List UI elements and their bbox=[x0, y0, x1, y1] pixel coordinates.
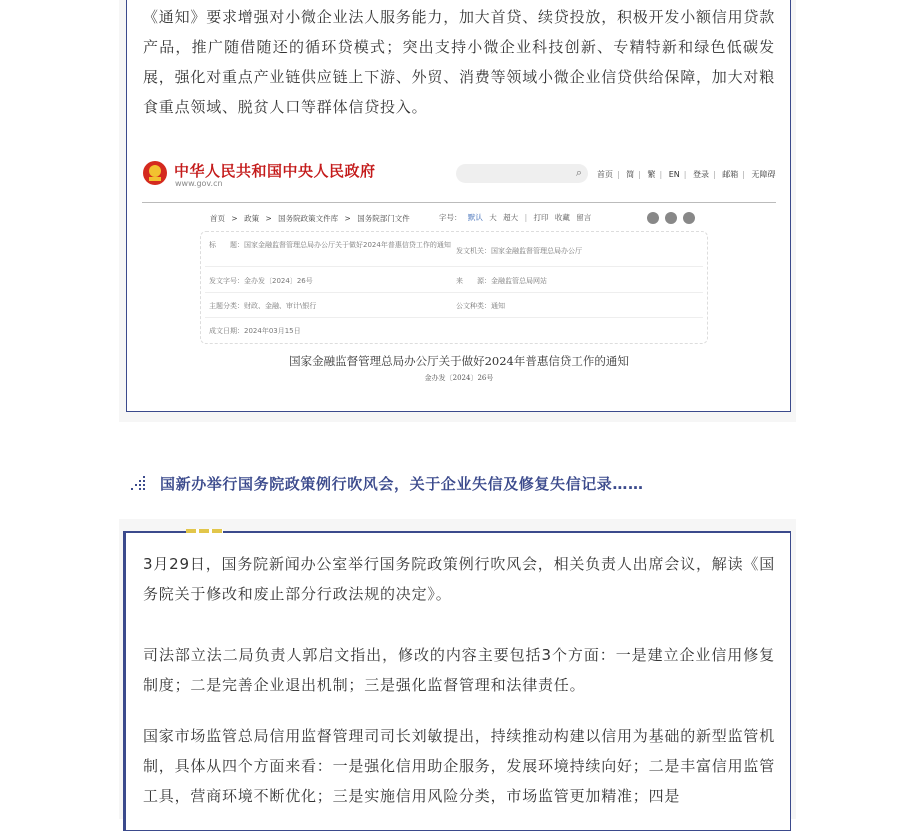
font-large[interactable]: 大 bbox=[489, 213, 497, 222]
dots-icon bbox=[131, 476, 147, 492]
page-tools bbox=[439, 212, 595, 223]
document-number: 金办发〔2024〕26号 bbox=[424, 374, 494, 382]
row-divider bbox=[205, 266, 703, 267]
print-button[interactable]: 打印 bbox=[533, 213, 549, 222]
paragraph-notice: 《通知》要求增强对小微企业法人服务能力，加大首贷、续贷投放，积极开发小额信用贷款产品，推广随借随还的循环贷模式；突出支持小微企业科技创新、专精特新和绿色低碳发展，强化对重点产业链供应链上下游、外贸、消费等领域小微企业信贷供给保障，加大对粮食重点领域、脱贫人口等群体信贷投入。 bbox=[143, 8, 776, 116]
paragraph-samr: 国家市场监管总局信用监督管理司司长刘敏提出，持续推动构建以信用为基础的新型监管机制，具体从四个方面来看：一是强化信用助企服务，发展环境持续向好；二是丰富信用监管工具，营商环境不断优化；三是实施信用风险分类，市场监管更加精准；四是 bbox=[143, 727, 776, 805]
comment-button[interactable]: 留言 bbox=[576, 213, 592, 222]
share-icons bbox=[647, 209, 701, 228]
font-xlarge[interactable]: 超大 bbox=[503, 213, 519, 222]
crumb-dept-docs[interactable]: 国务院部门文件 bbox=[357, 214, 410, 223]
decorative-stripe bbox=[186, 529, 223, 533]
font-size-label: 字号： bbox=[439, 213, 462, 222]
row-date: 成文日期：2024年03月15日 bbox=[209, 327, 301, 335]
paragraph-sfb: 司法部立法二局负责人郭启文指出，修改的内容主要包括3个方面：一是建立企业信用修复制度；二是完善企业退出机制；三是强化监督管理和法律责任。 bbox=[143, 646, 775, 694]
row-title: 标 题：国家金融监督管理总局办公厅关于做好2024年普惠信贷工作的通知 bbox=[209, 241, 451, 249]
row-issuer: 发文机关：国家金融监督管理总局办公厅 bbox=[456, 247, 582, 255]
link-english[interactable]: EN bbox=[668, 170, 680, 179]
search-icon[interactable]: ⌕ bbox=[575, 166, 582, 179]
crumb-sep: > bbox=[231, 214, 238, 223]
star-icon[interactable] bbox=[683, 212, 695, 224]
favorite-button[interactable]: 收藏 bbox=[554, 213, 570, 222]
doc-info-table bbox=[200, 231, 708, 344]
link-login[interactable]: 登录 bbox=[693, 170, 710, 179]
gov-screenshot bbox=[142, 152, 776, 397]
document-title: 国家金融监督管理总局办公厅关于做好2024年普惠信贷工作的通知 bbox=[289, 354, 629, 368]
paragraph-briefing: 3月29日，国务院新闻办公室举行国务院政策例行吹风会，相关负责人出席会议，解读《国务院关于修改和废止部分行政法规的决定》。 bbox=[143, 555, 775, 603]
crumb-sep: > bbox=[344, 214, 351, 223]
link-home[interactable]: 首页 bbox=[597, 170, 613, 179]
row-type: 公文种类：通知 bbox=[456, 302, 505, 310]
header-divider bbox=[142, 202, 776, 203]
row-source: 来 源：金融监管总局网站 bbox=[456, 277, 547, 285]
breadcrumb bbox=[210, 213, 414, 224]
crumb-library[interactable]: 国务院政策文件库 bbox=[278, 214, 339, 223]
crumb-policy[interactable]: 政策 bbox=[244, 214, 260, 223]
national-emblem-icon bbox=[142, 159, 168, 187]
top-links: 首页 | 简 | 繁 | EN | 登录 | 邮箱 | 无障碍 bbox=[597, 170, 776, 179]
site-url: www.gov.cn bbox=[175, 179, 223, 188]
link-mail[interactable]: 邮箱 bbox=[722, 170, 739, 179]
crumb-home[interactable]: 首页 bbox=[210, 214, 225, 223]
row-docno: 发文字号：金办发〔2024〕26号 bbox=[209, 277, 313, 285]
link-accessibility[interactable]: 无障碍 bbox=[751, 170, 776, 179]
section-title: 国新办举行国务院政策例行吹风会，关于企业失信及修复失信记录…… bbox=[160, 475, 644, 493]
search-input[interactable] bbox=[456, 164, 588, 183]
link-traditional[interactable]: 繁 bbox=[647, 170, 656, 179]
row-divider bbox=[205, 292, 703, 293]
crumb-sep: > bbox=[265, 214, 272, 223]
font-default[interactable]: 默认 bbox=[467, 213, 483, 222]
tools-sep: | bbox=[524, 213, 528, 222]
wechat-icon[interactable] bbox=[665, 212, 677, 224]
weibo-icon[interactable] bbox=[647, 212, 659, 224]
row-divider bbox=[205, 317, 703, 318]
row-topic: 主题分类：财政、金融、审计\银行 bbox=[209, 302, 317, 310]
site-name: 中华人民共和国中央人民政府 bbox=[174, 162, 376, 180]
link-simplified[interactable]: 简 bbox=[626, 170, 635, 179]
